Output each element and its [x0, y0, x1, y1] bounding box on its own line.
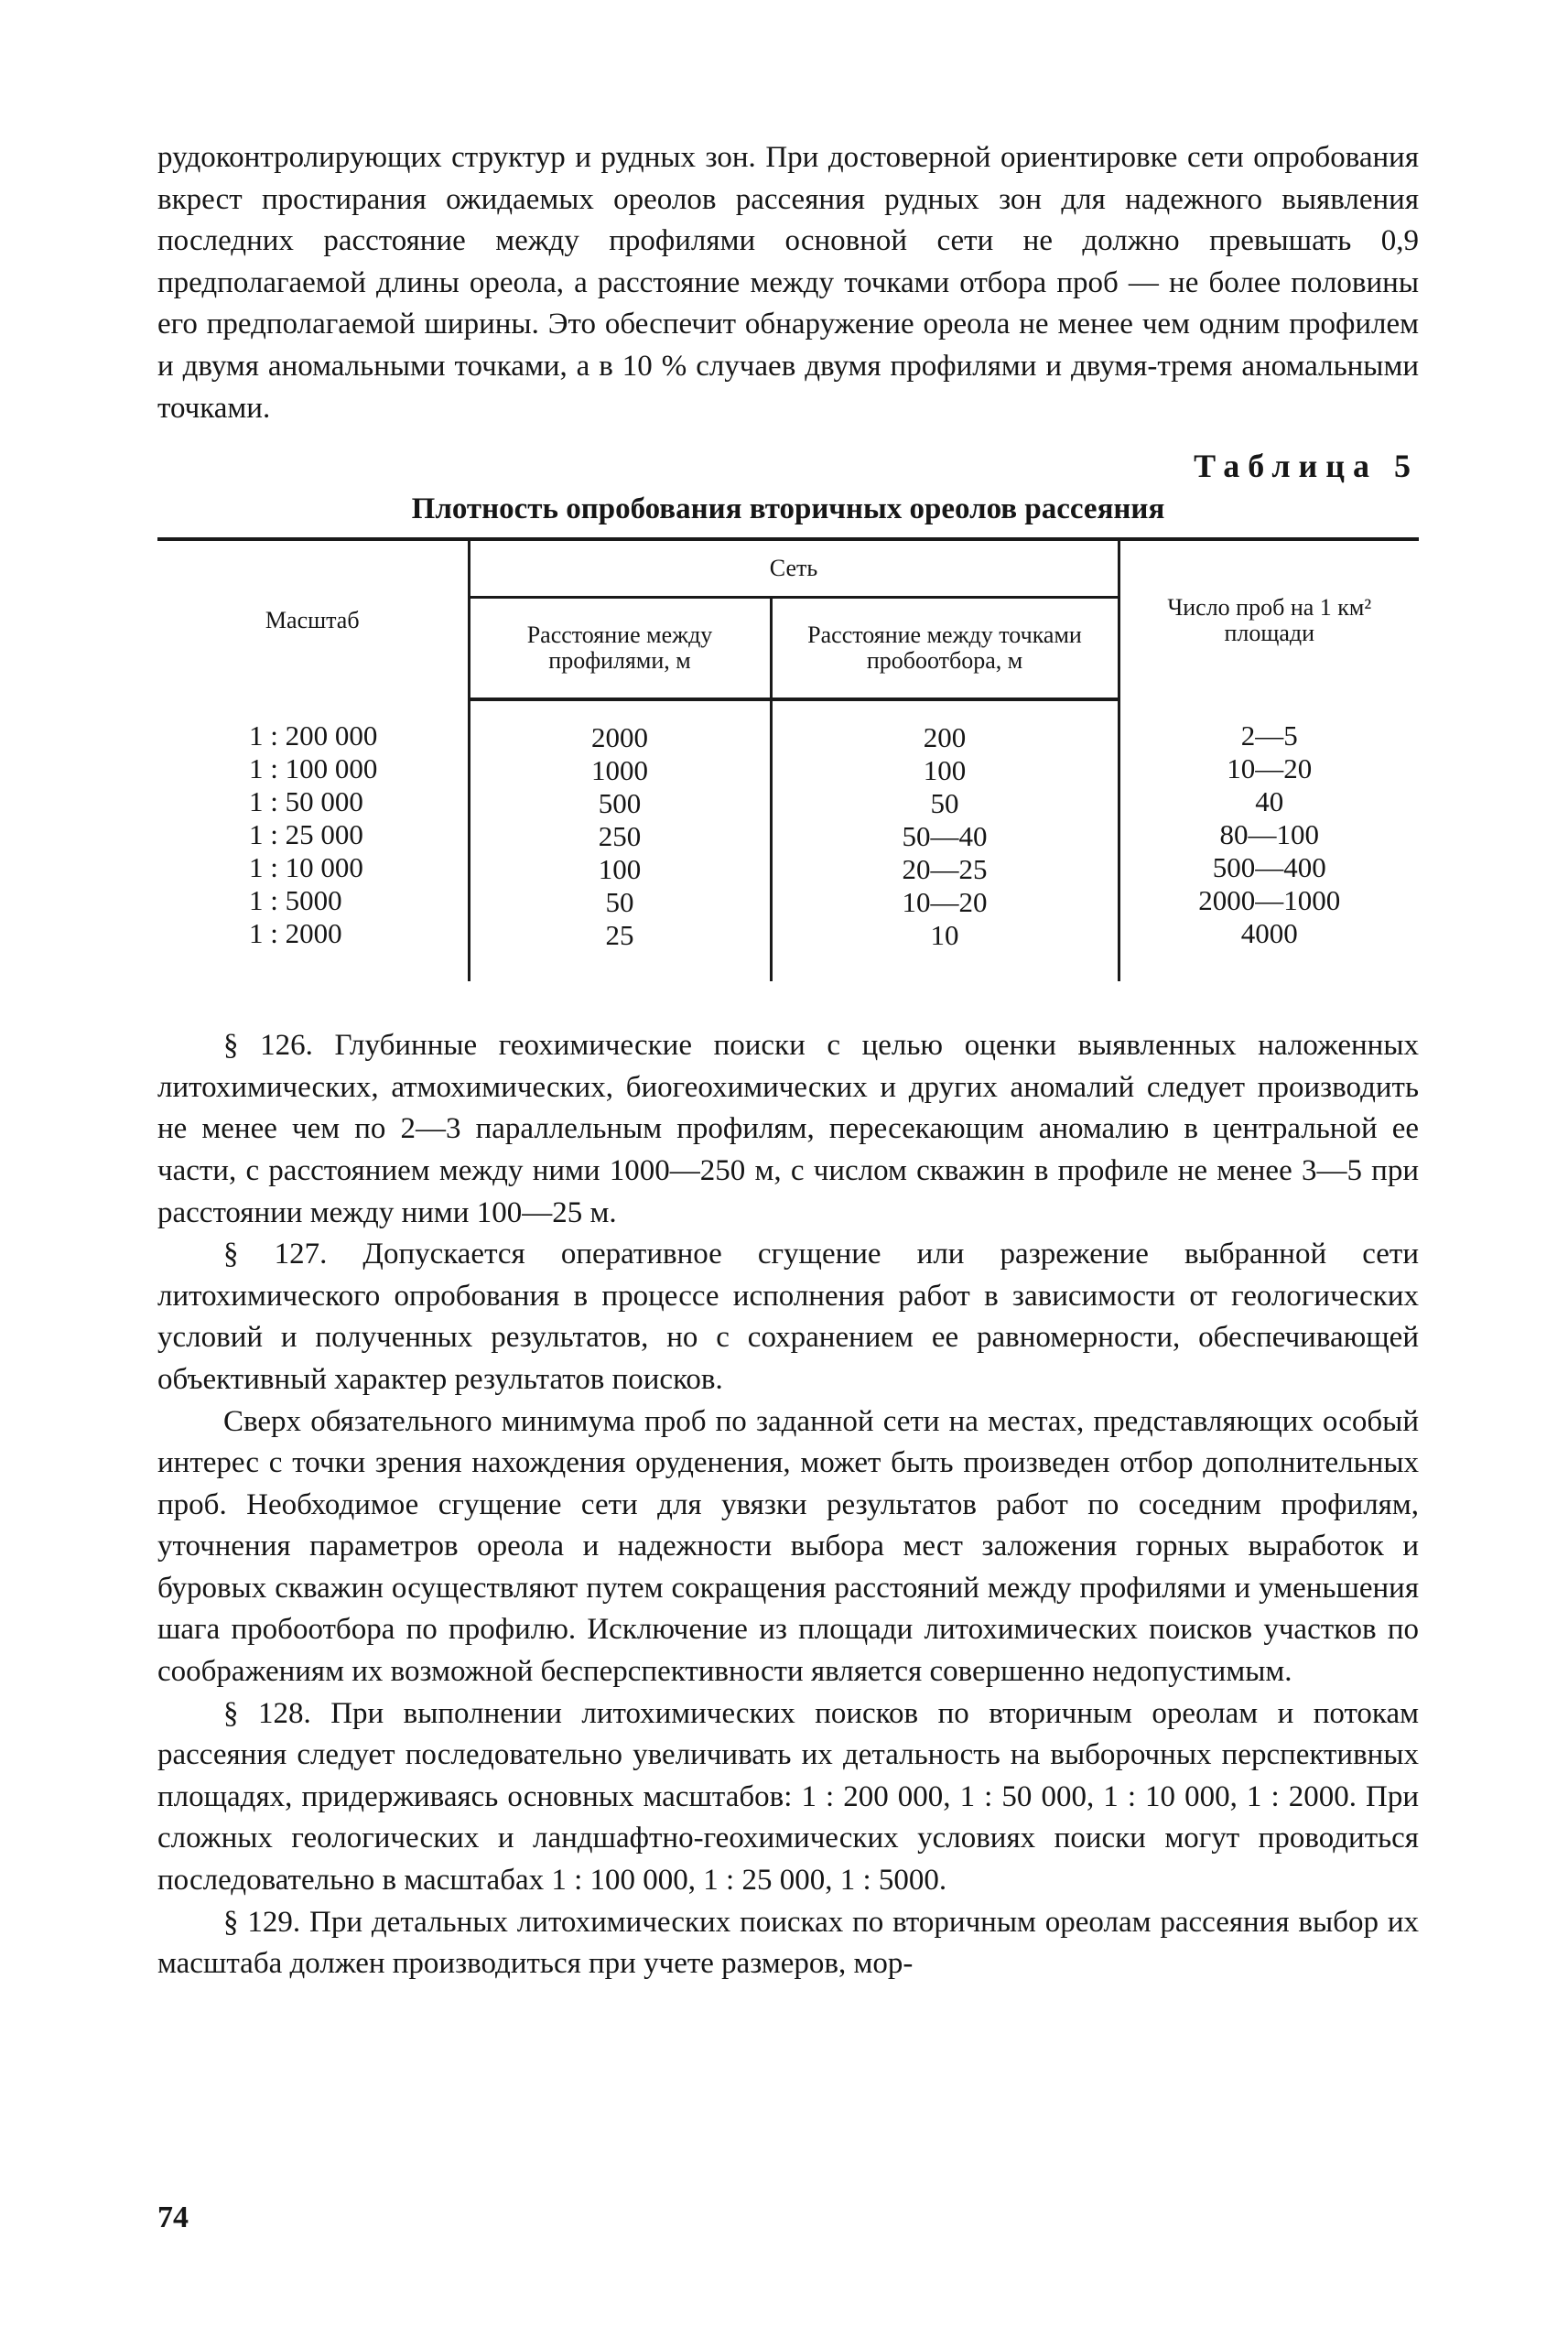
- scale-value: 1 : 200 000: [249, 719, 378, 752]
- point-distance-value: 10: [930, 919, 959, 952]
- scale-value: 1 : 5000: [249, 884, 342, 917]
- point-distance-value: 10—20: [902, 886, 988, 919]
- table-body-row: [157, 699, 1419, 981]
- paragraph-127: § 127. Допускается оперативное сгущение или разрежение выбранной сети литохимического опробования в процессе исполнения работ в зависимости от геологических условий и полученных результатов, но с сохранением ее равномерности, обеспечивающей объективный характер результатов поисков.: [157, 1238, 1419, 1396]
- paragraph-126: § 126. Глубинные геохимические поиски с целью оценки выявленных наложенных литохимических, атмохимических, биогеохимических и других аномалий следует производить не менее чем по 2—3 параллельным профилям, пересекающим аномалию в центральной ее части, с расстоянием между ними 1000—250 м, с числом скважин в профиле не менее 3—5 при расстоянии между ними 100—25 м.: [157, 1029, 1419, 1229]
- column-point-distance: [771, 699, 1119, 981]
- scale-value: 1 : 25 000: [249, 818, 363, 851]
- paragraph-intro: рудоконтролирующих структур и рудных зон. При достоверной ориентировке сети опробования вкрест простирания ожидаемых ореолов рассеяния рудных зон для надежного выявления последних расстояние между профилями основной сети не должно превышать 0,9 предполагаемой длины ореола, а расстояние между точками отбора проб — не более половины его предполагаемой ширины. Это обеспечит обнаружение ореола не менее чем одним профилем и двумя аномальными точками, а в 10 % случаев двумя профилями и двумя-тремя аномальными точками.: [157, 141, 1419, 425]
- paragraph-129: § 129. При детальных литохимических поисках по вторичным ореолам рассеяния выбор их масштаба должен производиться при учете размеров, мор-: [157, 1905, 1419, 1981]
- header-samples-per-km2: Число проб на 1 км² площади: [1119, 539, 1419, 699]
- samples-value: 10—20: [1227, 752, 1313, 785]
- table-label: Таблица 5: [1194, 448, 1419, 485]
- paragraph-extra-samples: Сверх обязательного минимума проб по заданной сети на местах, представляющих особый интерес с точки зрения нахождения оруденения, может быть произведен отбор дополнительных проб. Необходимое сгущение сети для увязки результатов работ по соседним профилям, уточнения параметров ореола и надежности выбора мест заложения горных выработок и буровых скважин осуществляют путем сокращения расстояний между профилями и уменьшения шага пробоотбора по профилю. Исключение из площади литохимических поисков участков по соображениям их возможной бесперспективности является совершенно недопустимым.: [157, 1404, 1419, 1689]
- samples-value: 2000—1000: [1198, 884, 1341, 917]
- profile-distance-value: 1000: [591, 754, 648, 787]
- profile-distance-value: 250: [598, 820, 642, 853]
- samples-value: 2—5: [1240, 719, 1298, 752]
- header-net: Сеть: [469, 539, 1119, 598]
- paragraph-128: § 128. При выполнении литохимических поисков по вторичным ореолам и потокам рассеяния следует последовательно увеличивать их детальность на выборочных перспективных площадях, придерживаясь основных масштабов: 1 : 200 000, 1 : 50 000, 1 : 10 000, 1 : 2000. При сложных геологических и ландшафтно-геохимических условиях поиски могут проводиться последовательно в масштабах 1 : 100 000, 1 : 25 000, 1 : 5000.: [157, 1696, 1419, 1898]
- point-distance-value: 20—25: [902, 853, 988, 886]
- header-profile-distance: Расстояние между профилями, м: [469, 598, 771, 700]
- table-title: Плотность опробования вторичных ореолов рассеяния: [411, 492, 1165, 526]
- scale-value: 1 : 10 000: [249, 851, 363, 884]
- profile-distance-value: 2000: [591, 721, 648, 754]
- sampling-density-table: [157, 537, 1419, 981]
- column-profile-distance: [469, 699, 771, 981]
- point-distance-value: 100: [923, 754, 967, 787]
- samples-value: 500—400: [1212, 851, 1326, 884]
- point-distance-value: 200: [923, 721, 967, 754]
- profile-distance-value: 25: [605, 919, 634, 952]
- column-samples-per-km2: [1119, 699, 1419, 981]
- scale-value: 1 : 100 000: [249, 752, 378, 785]
- column-scale: [157, 699, 469, 981]
- document-page: [157, 137, 1419, 1985]
- profile-distance-value: 500: [598, 787, 642, 820]
- header-scale: Масштаб: [157, 539, 469, 699]
- profile-distance-value: 50: [605, 886, 634, 919]
- samples-value: 80—100: [1219, 818, 1320, 851]
- scale-value: 1 : 2000: [249, 917, 342, 950]
- point-distance-value: 50: [930, 787, 959, 820]
- header-point-distance: Расстояние между точками пробоотбора, м: [771, 598, 1119, 700]
- samples-value: 40: [1255, 785, 1284, 818]
- samples-value: 4000: [1240, 917, 1298, 950]
- profile-distance-value: 100: [598, 853, 642, 886]
- point-distance-value: 50—40: [902, 820, 988, 853]
- scale-value: 1 : 50 000: [249, 785, 363, 818]
- page-number: 74: [157, 2201, 189, 2234]
